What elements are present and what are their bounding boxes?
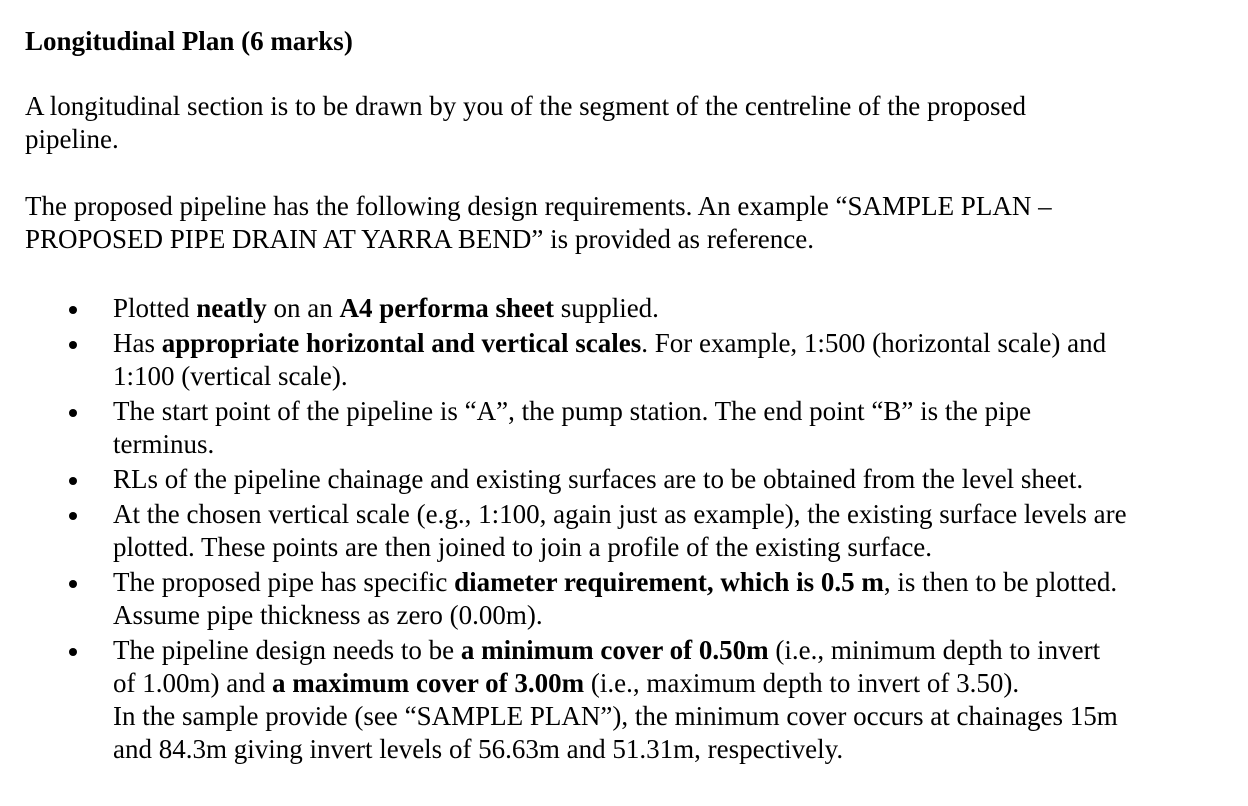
- bullet-icon: [69, 512, 77, 520]
- design-line-2: PROPOSED PIPE DRAIN AT YARRA BEND” is provided as reference.: [25, 224, 814, 254]
- bullet-text-line: Plotted neatly on an A4 performa sheet supplied.: [113, 293, 659, 323]
- intro-paragraph: [25, 90, 1225, 156]
- bullet-text-line: Has appropriate horizontal and vertical scales. For example, 1:500 (horizontal scale) and: [113, 328, 1107, 358]
- bullet-text-line: The proposed pipe has specific diameter requirement, which is 0.5 m, is then to be plotted.: [113, 567, 1118, 597]
- design-requirements-paragraph: [25, 190, 1225, 256]
- requirements-list: [25, 292, 1225, 766]
- bullet-text-line: In the sample provide (see “SAMPLE PLAN”), the minimum cover occurs at chainages 15m: [113, 701, 1118, 731]
- list-item: [25, 327, 1225, 393]
- bullet-icon: [69, 409, 77, 417]
- bullet-icon: [69, 648, 77, 656]
- bullet-text-line: The start point of the pipeline is “A”, the pump station. The end point “B” is the pipe: [113, 396, 1032, 426]
- list-item: [25, 634, 1225, 766]
- bullet-text-line: plotted. These points are then joined to join a profile of the existing surface.: [113, 532, 933, 562]
- design-line-1: The proposed pipeline has the following design requirements. An example “SAMPLE PLAN –: [25, 191, 1052, 221]
- bullet-text-line: The pipeline design needs to be a minimum cover of 0.50m (i.e., minimum depth to invert: [113, 635, 1101, 665]
- intro-line-2: pipeline.: [25, 124, 119, 154]
- document-page: [25, 24, 1225, 768]
- intro-line-1: A longitudinal section is to be drawn by you of the segment of the centreline of the proposed: [25, 91, 1027, 121]
- bullet-text-line: terminus.: [113, 429, 215, 459]
- list-item: [25, 566, 1225, 632]
- bullet-text-line: Assume pipe thickness as zero (0.00m).: [113, 600, 543, 630]
- bullet-text-line: At the chosen vertical scale (e.g., 1:100, again just as example), the existing surface levels are: [113, 499, 1127, 529]
- bullet-text-line: of 1.00m) and a maximum cover of 3.00m (i.e., maximum depth to invert of 3.50).: [113, 668, 1020, 698]
- list-item: [25, 498, 1225, 564]
- list-item: [25, 463, 1225, 496]
- bullet-text-line: 1:100 (vertical scale).: [113, 361, 348, 391]
- bullet-icon: [69, 477, 77, 485]
- bullet-icon: [69, 580, 77, 588]
- bullet-text-line: RLs of the pipeline chainage and existing surfaces are to be obtained from the level sheet.: [113, 464, 1084, 494]
- list-item: [25, 395, 1225, 461]
- bullet-icon: [69, 306, 77, 314]
- section-heading: Longitudinal Plan (6 marks): [25, 26, 353, 56]
- bullet-icon: [69, 341, 77, 349]
- bullet-text-line: and 84.3m giving invert levels of 56.63m and 51.31m, respectively.: [113, 734, 844, 764]
- list-item: [25, 292, 1225, 325]
